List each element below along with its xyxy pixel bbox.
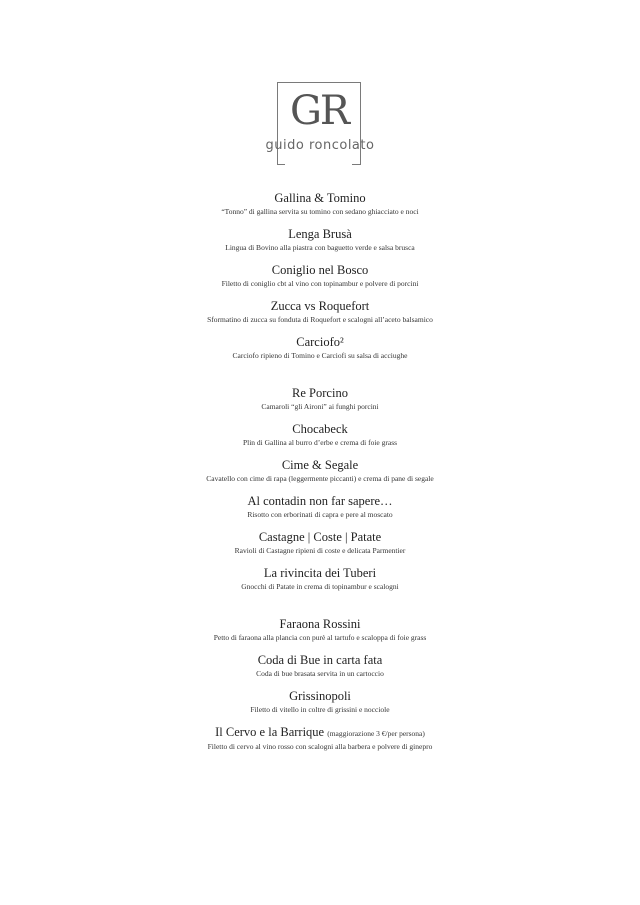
dish-item: [0, 190, 640, 217]
dish-name-row: [0, 421, 640, 438]
dish-name-row: [0, 385, 640, 402]
dish-name: Castagne | Coste | Patate: [258, 530, 382, 544]
dish-name-row: [0, 493, 640, 510]
dish-name-row: [0, 616, 640, 633]
dish-description: Gnocchi di Patate in crema di topinambur e scalogni: [241, 582, 399, 591]
dish-name-row: [0, 298, 640, 315]
dish-name: Zucca vs Roquefort: [270, 299, 370, 313]
dish-description: Filetto di vitello in coltre di grissini e nocciole: [250, 705, 390, 714]
dish-item: [0, 616, 640, 643]
dish-name: Il Cervo e la Barrique: [215, 725, 325, 739]
logo-wordmark: guido roncolato: [265, 138, 375, 153]
dish-name: Coniglio nel Bosco: [271, 263, 369, 277]
dish-name: La rivincita dei Tuberi: [263, 566, 377, 580]
dish-description: Risotto con erborinati di capra e pere al moscato: [247, 510, 393, 519]
dish-name: Chocabeck: [292, 422, 348, 436]
dish-item: [0, 262, 640, 289]
dish-description: Filetto di cervo al vino rosso con scalogni alla barbera e polvere di ginepro: [207, 742, 433, 751]
logo-frame-foot-right: [352, 164, 360, 165]
dish-item: [0, 385, 640, 412]
dish-item: [0, 529, 640, 556]
dish-item: [0, 688, 640, 715]
menu-section: [0, 385, 640, 592]
dish-description: Plin di Gallina al burro d’erbe e crema di foie grass: [242, 438, 398, 447]
dish-name-row: [0, 565, 640, 582]
dish-name-row: [0, 226, 640, 243]
dish-item: [0, 457, 640, 484]
dish-description: Sformatino di zucca su fonduta di Roquefort e scalogni all’aceto balsamico: [207, 315, 433, 324]
dish-description: Petto di faraona alla plancia con purè al tartufo e scaloppa di foie grass: [213, 633, 427, 642]
menu-section: [0, 190, 640, 361]
dish-name-row: [0, 529, 640, 546]
dish-item: [0, 565, 640, 592]
dish-name-row: [0, 688, 640, 705]
dish-item: [0, 724, 640, 752]
dish-description: Lingua di Bovino alla piastra con baguetto verde e salsa brusca: [225, 243, 415, 252]
dish-name: Faraona Rossini: [279, 617, 361, 631]
dish-name-row: [0, 457, 640, 474]
dish-name: Cime & Segale: [281, 458, 359, 472]
dish-name: Gallina & Tomino: [274, 191, 366, 205]
dish-description: Filetto di coniglio cbt al vino con topinambur e polvere di porcini: [221, 279, 419, 288]
dish-name-row: [0, 652, 640, 669]
dish-item: [0, 652, 640, 679]
menu-section: [0, 616, 640, 752]
dish-name: Re Porcino: [292, 386, 348, 400]
dish-item: [0, 493, 640, 520]
menu: [0, 190, 640, 761]
dish-name-row: [0, 262, 640, 279]
brand-logo: [0, 82, 640, 172]
dish-name-row: [0, 724, 640, 742]
dish-name: Carciofo²: [296, 335, 344, 349]
dish-name: Lenga Brusà: [288, 227, 352, 241]
dish-description: Cavatello con cime di rapa (leggermente piccanti) e crema di pane di segale: [206, 474, 434, 483]
dish-name-row: [0, 190, 640, 207]
logo-monogram: GR: [289, 88, 349, 134]
dish-description: Camaroli “gli Aironi” ai funghi porcini: [261, 402, 379, 411]
dish-item: [0, 334, 640, 361]
dish-description: Carciofo ripieno di Tomino e Carciofi su salsa di acciughe: [232, 351, 408, 360]
dish-item: [0, 421, 640, 448]
dish-surcharge-note: (maggiorazione 3 €/per persona): [327, 729, 425, 738]
dish-item: [0, 226, 640, 253]
dish-description: Ravioli di Castagne ripieni di coste e delicata Parmentier: [234, 546, 406, 555]
dish-name-row: [0, 334, 640, 351]
dish-item: [0, 298, 640, 325]
dish-name: Coda di Bue in carta fata: [257, 653, 383, 667]
dish-description: “Tonno” di gallina servita su tomino con sedano ghiacciato e noci: [221, 207, 419, 216]
logo-frame-foot-left: [277, 164, 285, 165]
dish-name: Al contadin non far sapere…: [247, 494, 393, 508]
dish-name: Grissinopoli: [289, 689, 351, 703]
dish-description: Coda di bue brasata servita in un cartoccio: [256, 669, 384, 678]
